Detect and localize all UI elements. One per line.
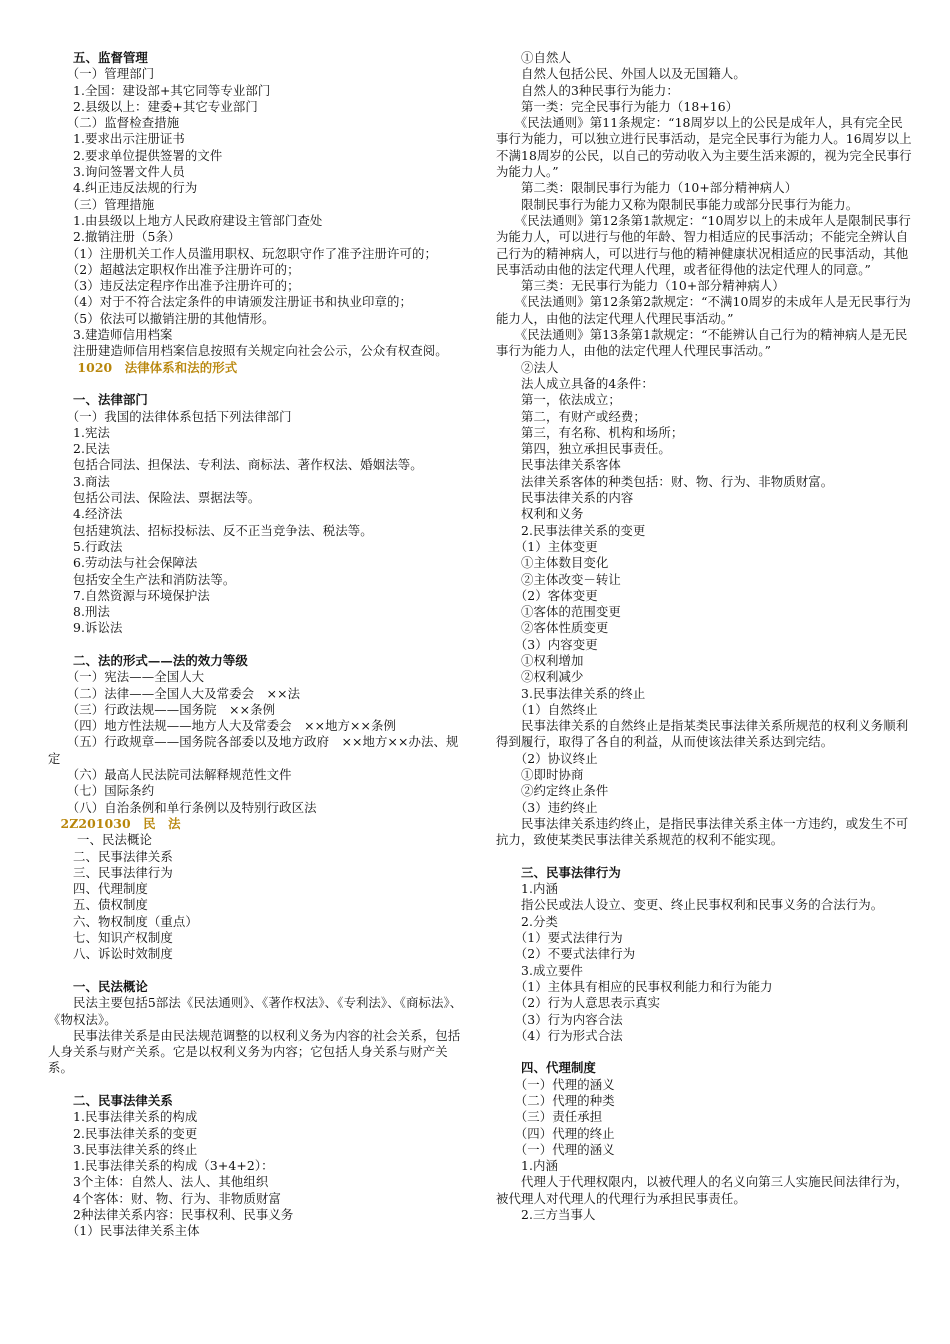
text-line: （1）自然终止 bbox=[496, 701, 598, 717]
text-line: 代理人于代理权限内，以被代理人的名义向第三人实施民间法律行为，被代理人对代理人的代理行为承担民事责任。 bbox=[496, 1174, 909, 1206]
text-line: 2.民事法律关系的变更 bbox=[48, 1125, 198, 1141]
text-line: 自然人的3种民事行为能力： bbox=[496, 82, 679, 98]
text-line: （3）违反法定程序作出准予注册许可的； bbox=[48, 278, 300, 294]
text-line: 1.要求出示注册证书 bbox=[48, 131, 185, 147]
text-line: ①主体数目变化 bbox=[496, 555, 609, 571]
blank-line bbox=[48, 963, 466, 979]
text-line: 包括建筑法、招标投标法、反不正当竞争法、税法等。 bbox=[48, 522, 373, 538]
text-line: 1.民事法律关系的构成（3+4+2）： bbox=[48, 1158, 274, 1174]
blank-line bbox=[48, 376, 466, 392]
text-line: （一）宪法——全国人大 bbox=[48, 669, 205, 685]
text-line: 第一，依法成立； bbox=[496, 392, 621, 408]
text-line: （三）管理措施 bbox=[48, 196, 155, 212]
blank-line bbox=[496, 1044, 914, 1060]
text-line: ①客体的范围变更 bbox=[496, 604, 621, 620]
text-line: 3.民事法律关系的终止 bbox=[496, 685, 646, 701]
text-line: 一、民法概论 bbox=[48, 832, 152, 848]
text-line: 包括安全生产法和消防法等。 bbox=[48, 571, 236, 587]
text-line: 7.自然资源与环境保护法 bbox=[48, 587, 210, 603]
text-line: （4）对于不符合法定条件的申请颁发注册证书和执业印章的； bbox=[48, 294, 413, 310]
section-heading: 四、代理制度 bbox=[496, 1060, 596, 1076]
text-line: 第二类：限制民事行为能力（10+部分精神病人） bbox=[496, 180, 798, 196]
section-heading: 五、监督管理 bbox=[48, 50, 148, 65]
text-line: 2.民事法律关系的变更 bbox=[496, 522, 646, 538]
text-line: ②法人 bbox=[496, 359, 559, 375]
text-line: 第四，独立承担民事责任。 bbox=[496, 441, 671, 457]
section-heading: 一、法律部门 bbox=[48, 392, 148, 408]
text-line: 4.纠正违反法规的行为 bbox=[48, 180, 198, 196]
text-line: 民事法律关系违约终止，是指民事法律关系主体一方违约，或发生不可抗力，致使某类民事法律关系规范的权利不能实现。 bbox=[496, 815, 909, 848]
left-column bbox=[48, 50, 466, 1240]
text-line: （四）地方性法规——地方人大及常委会 ××地方××条例 bbox=[48, 718, 396, 734]
text-line: 二、民事法律关系 bbox=[48, 848, 173, 864]
text-line: 3.询问签署文件人员 bbox=[48, 164, 185, 180]
text-line: 《民法通则》第13条第1款规定：“不能辨认自己行为的精神病人是无民事行为能力人，由他的法定代理人代理民事活动。” bbox=[496, 327, 908, 359]
text-line: 4.经济法 bbox=[48, 506, 123, 522]
section-heading: 一、民法概论 bbox=[48, 978, 148, 994]
text-line: （八）自治条例和单行条例以及特别行政区法 bbox=[48, 799, 317, 815]
text-line: （七）国际条约 bbox=[48, 783, 155, 799]
text-line: 1.内涵 bbox=[496, 881, 558, 897]
text-line: 2.分类 bbox=[496, 913, 558, 929]
text-line: 3个主体：自然人、法人、其他组织 bbox=[48, 1174, 269, 1190]
text-line: 民事法律关系客体 bbox=[496, 457, 621, 473]
text-line: 七、知识产权制度 bbox=[48, 930, 173, 946]
text-line: 8.刑法 bbox=[48, 604, 110, 620]
text-line: 第二，有财产或经费； bbox=[496, 408, 646, 424]
text-line: （2）不要式法律行为 bbox=[496, 946, 636, 962]
text-line: 权利和义务 bbox=[496, 506, 584, 522]
text-line: ①权利增加 bbox=[496, 652, 584, 668]
text-line: 3.建造师信用档案 bbox=[48, 327, 173, 343]
text-line: （1）要式法律行为 bbox=[496, 930, 623, 946]
text-line: 包括公司法、保险法、票据法等。 bbox=[48, 490, 261, 506]
text-line: （1）民事法律关系主体 bbox=[48, 1223, 200, 1239]
text-line: 八、诉讼时效制度 bbox=[48, 946, 173, 962]
text-line: （1）主体具有相应的民事权利能力和行为能力 bbox=[496, 978, 773, 994]
text-line: ①即时协商 bbox=[496, 767, 584, 783]
text-line: （一）代理的涵义 bbox=[496, 1076, 615, 1092]
text-line: （3）行为内容合法 bbox=[496, 1011, 623, 1027]
text-line: 六、物权制度（重点） bbox=[48, 913, 198, 929]
text-line: ②权利减少 bbox=[496, 669, 584, 685]
text-line: （三）责任承担 bbox=[496, 1109, 603, 1125]
text-line: （1）主体变更 bbox=[496, 538, 598, 554]
text-line: 五、债权制度 bbox=[48, 897, 148, 913]
text-line: 民事法律关系的自然终止是指某类民事法律关系所规范的权利义务顺利得到履行，取得了各自的利益，从而使该法律关系达到完结。 bbox=[496, 718, 909, 750]
section-heading: 二、法的形式——法的效力等级 bbox=[48, 652, 248, 668]
text-line: 4个客体：财、物、行为、非物质财富 bbox=[48, 1190, 281, 1206]
text-line: （2）协议终止 bbox=[496, 750, 598, 766]
text-line: 《民法通则》第11条规定：“18周岁以上的公民是成年人，具有完全民事行为能力，可以独立进行民事活动，是完全民事行为能力人。16周岁以上不满18周岁的公民，以自己的劳动收入为主要生活来源的，视为完全民事行为能力人。” bbox=[496, 115, 912, 180]
text-line: 2.撤销注册（5条） bbox=[48, 229, 181, 245]
text-line: （2）客体变更 bbox=[496, 587, 598, 603]
text-line: （一）管理部门 bbox=[48, 66, 155, 82]
text-line: （4）行为形式合法 bbox=[496, 1027, 623, 1043]
text-line: 三、民事法律行为 bbox=[48, 864, 173, 880]
right-column bbox=[496, 50, 914, 1223]
text-line: 第一类：完全民事行为能力（18+16） bbox=[496, 98, 739, 114]
text-line: 6.劳动法与社会保障法 bbox=[48, 555, 198, 571]
text-line: （2）超越法定职权作出准予注册许可的； bbox=[48, 261, 300, 277]
text-line: 自然人包括公民、外国人以及无国籍人。 bbox=[496, 66, 746, 82]
text-line: 1.内涵 bbox=[496, 1158, 558, 1174]
text-line: ①自然人 bbox=[496, 50, 571, 65]
chapter-heading: 2Z201030 民 法 bbox=[48, 815, 181, 831]
text-line: （六）最高人民法院司法解释规范性文件 bbox=[48, 767, 292, 783]
text-line: （五）行政规章——国务院各部委以及地方政府 ××地方××办法、规定 bbox=[48, 734, 459, 766]
text-line: 《民法通则》第12条第1款规定：“10周岁以上的未成年人是限制民事行为能力人，可以进行与他的年龄、智力相适应的民事活动；不能完全辨认自己行为的精神病人，可以进行与他的精神健康状况相适应的民事活动，其他民事活动由他的法定代理人代理，或者征得他的法定代理人的同意。” bbox=[496, 212, 911, 277]
chapter-heading: 1020 法律体系和法的形式 bbox=[48, 359, 238, 375]
text-line: 注册建造师信用档案信息按照有关规定向社会公示，公众有权查阅。 bbox=[48, 343, 448, 359]
text-line: 包括合同法、担保法、专利法、商标法、著作权法、婚姻法等。 bbox=[48, 457, 423, 473]
text-line: 1.全国：建设部+其它同等专业部门 bbox=[48, 82, 271, 98]
text-line: （二）代理的种类 bbox=[496, 1093, 615, 1108]
text-line: （1）注册机关工作人员滥用职权、玩忽职守作了准予注册许可的； bbox=[48, 245, 437, 261]
text-line: 2.民法 bbox=[48, 441, 110, 457]
text-line: 民事法律关系是由民法规范调整的以权利义务为内容的社会关系，包括人身关系与财产关系。它是以权利义务为内容；它包括人身关系与财产关系。 bbox=[48, 1027, 461, 1076]
text-line: 9.诉讼法 bbox=[48, 620, 123, 636]
text-line: （一）代理的涵义 bbox=[496, 1141, 615, 1157]
text-line: 2.三方当事人 bbox=[496, 1207, 596, 1223]
text-line: ②客体性质变更 bbox=[496, 620, 609, 636]
blank-line bbox=[496, 849, 914, 865]
section-heading: 三、民事法律行为 bbox=[496, 864, 621, 880]
text-line: ②约定终止条件 bbox=[496, 783, 609, 799]
text-line: （四）代理的终止 bbox=[496, 1125, 615, 1141]
text-line: 5.行政法 bbox=[48, 538, 123, 554]
blank-line bbox=[48, 1077, 466, 1093]
text-line: （二）法律——全国人大及常委会 ××法 bbox=[48, 685, 301, 701]
text-line: 1.由县级以上地方人民政府建设主管部门查处 bbox=[48, 212, 323, 228]
text-line: ②主体改变－转让 bbox=[496, 571, 621, 587]
text-line: 3.成立要件 bbox=[496, 962, 583, 978]
text-line: 第三类：无民事行为能力（10+部分精神病人） bbox=[496, 278, 785, 294]
text-line: 指公民或法人设立、变更、终止民事权利和民事义务的合法行为。 bbox=[496, 897, 884, 913]
text-line: 四、代理制度 bbox=[48, 881, 148, 897]
text-line: 2.要求单位提供签署的文件 bbox=[48, 147, 223, 163]
text-line: （二）监督检查措施 bbox=[48, 115, 180, 131]
blank-line bbox=[48, 637, 466, 653]
section-heading: 二、民事法律关系 bbox=[48, 1093, 173, 1108]
text-line: 第三，有名称、机构和场所； bbox=[496, 424, 684, 440]
text-line: 民法主要包括5部法《民法通则》、《著作权法》、《专利法》、《商标法》、《物权法》。 bbox=[48, 995, 463, 1027]
text-line: （3）内容变更 bbox=[496, 636, 598, 652]
text-line: 限制民事行为能力又称为限制民事能力或部分民事行为能力。 bbox=[496, 196, 859, 212]
text-line: 3.民事法律关系的终止 bbox=[48, 1141, 198, 1157]
text-line: 1.宪法 bbox=[48, 424, 110, 440]
text-line: 民事法律关系的内容 bbox=[496, 490, 634, 506]
text-line: （3）违约终止 bbox=[496, 799, 598, 815]
text-line: 2.县级以上：建委+其它专业部门 bbox=[48, 98, 258, 114]
text-line: （三）行政法规——国务院 ××条例 bbox=[48, 701, 276, 717]
text-line: 3.商法 bbox=[48, 473, 110, 489]
text-line: 法人成立具备的4条件： bbox=[496, 375, 654, 391]
text-line: 法律关系客体的种类包括：财、物、行为、非物质财富。 bbox=[496, 473, 834, 489]
text-line: （5）依法可以撤销注册的其他情形。 bbox=[48, 310, 275, 326]
text-line: （一）我国的法律体系包括下列法律部门 bbox=[48, 408, 292, 424]
text-line: 2种法律关系内容：民事权利、民事义务 bbox=[48, 1207, 294, 1223]
text-line: （2）行为人意思表示真实 bbox=[496, 995, 661, 1011]
text-line: 《民法通则》第12条第2款规定：“不满10周岁的未成年人是无民事行为能力人，由他的法定代理人代理民事活动。” bbox=[496, 294, 911, 326]
text-line: 1.民事法律关系的构成 bbox=[48, 1109, 198, 1125]
